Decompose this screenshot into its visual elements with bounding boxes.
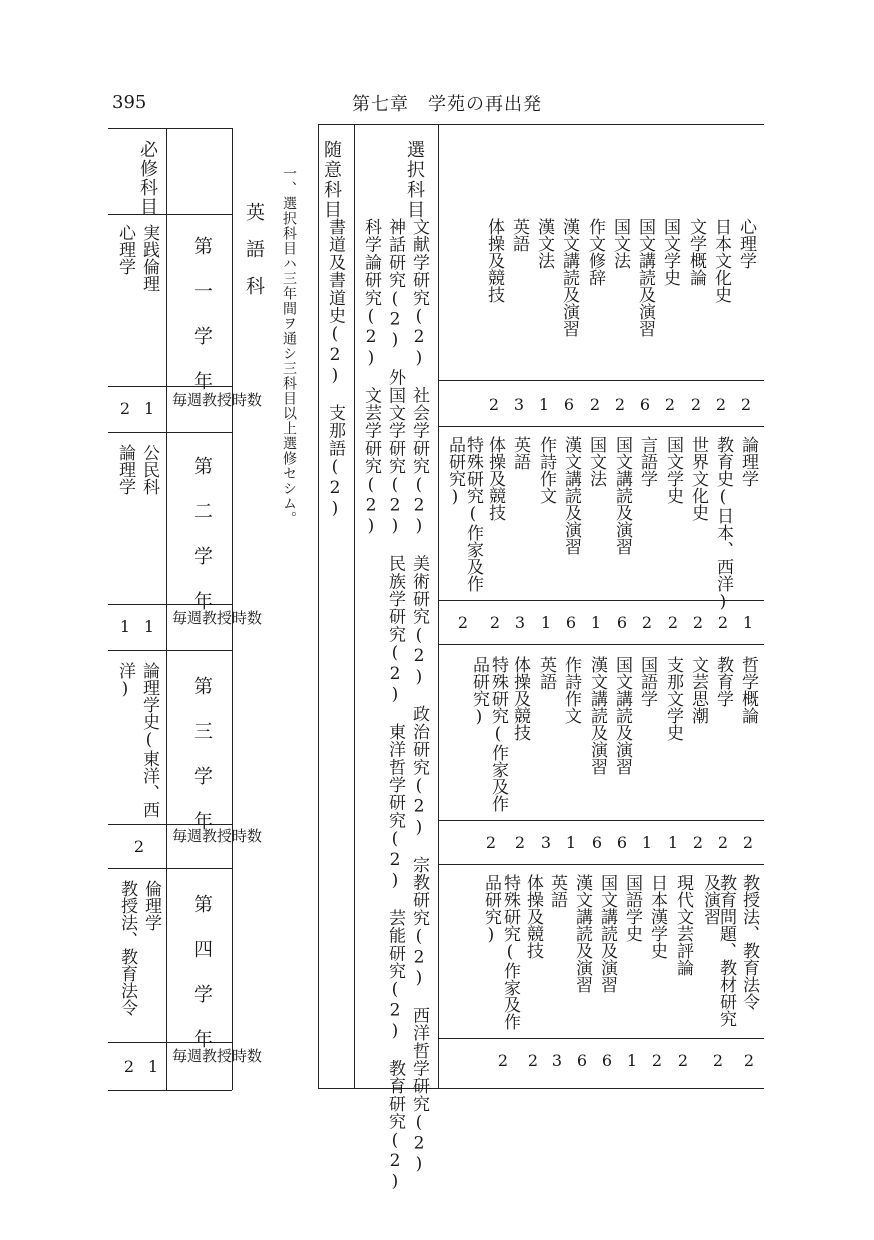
elective-label: 選択科目 bbox=[404, 140, 425, 220]
year4-subject: 特殊研究(作家及作 bbox=[500, 874, 520, 1030]
year2-subject: 漢文講読及演習 bbox=[561, 436, 581, 555]
year2-hour: 2 bbox=[641, 613, 653, 632]
elective-line: 文献学研究(2) 社会学研究(2) 美術研究(2) 政治研究(2) 宗教研究(2) 西洋哲学研究(2) bbox=[409, 218, 429, 1175]
y2-rule-b bbox=[108, 650, 232, 651]
year2-subject: 教育史(日本、西洋) bbox=[713, 436, 733, 612]
year3-hour: 2 bbox=[514, 833, 526, 852]
year1-hours-bottom bbox=[438, 426, 764, 427]
year4-hour: 3 bbox=[551, 1051, 563, 1070]
elective-line: 神話研究(2) 外国文学研究(2) 民族学研究(2) 東洋哲学研究(2) 芸能研究(2) 教育研究(2) bbox=[385, 218, 405, 1193]
left-y2-hour: 1 bbox=[143, 617, 155, 636]
year2-hour: 3 bbox=[514, 613, 526, 632]
year2-subject: 世界文化史 bbox=[688, 436, 708, 521]
y3-rule-a bbox=[108, 824, 232, 825]
year2-subject: 国文法 bbox=[586, 436, 606, 487]
department-title: 英語科 bbox=[243, 202, 265, 313]
year4-hour: 2 bbox=[677, 1051, 689, 1070]
left-y4-subject: 倫理学 bbox=[141, 880, 161, 931]
optional-divider bbox=[354, 124, 355, 1088]
year4-hour: 2 bbox=[712, 1051, 724, 1070]
left-y1-subject: 実践倫理 bbox=[139, 224, 159, 292]
year3-hour: 6 bbox=[616, 833, 628, 852]
year3-hours-top bbox=[438, 820, 764, 821]
year1-subject: 国文講読及演習 bbox=[635, 218, 655, 337]
year1-subject: 国文学史 bbox=[660, 218, 680, 286]
year1-hour: 2 bbox=[664, 395, 676, 414]
year2-hour: 1 bbox=[742, 613, 754, 632]
year2-subject: 英語 bbox=[510, 436, 530, 470]
year2-subject: 国文講読及演習 bbox=[612, 436, 632, 555]
year3-hour: 6 bbox=[591, 833, 603, 852]
table-top-rule bbox=[318, 124, 764, 125]
year4-subject: 現代文芸評論 bbox=[673, 874, 693, 976]
left-y2-hour: 1 bbox=[119, 617, 131, 636]
left-y3-subject: 論理学史(東洋、西 bbox=[139, 662, 159, 818]
left-y3-subject: 洋) bbox=[115, 662, 135, 699]
year1-hour: 6 bbox=[639, 395, 651, 414]
year3-hour: 2 bbox=[485, 833, 497, 852]
year3-subject: 作詩作文 bbox=[561, 656, 581, 724]
year4-hour: 6 bbox=[576, 1051, 588, 1070]
left-y4-hour: 1 bbox=[147, 1057, 159, 1076]
year3-hour: 3 bbox=[540, 833, 552, 852]
weekly-hours-header: 毎週教授時数 bbox=[172, 391, 263, 409]
left-y4-subject: 教授法、教育法令 bbox=[117, 880, 137, 1016]
year4-subject: 国文講読及演習 bbox=[597, 874, 617, 993]
year3-hour: 2 bbox=[717, 833, 729, 852]
year4-subject: 日本漢学史 bbox=[647, 874, 667, 959]
year4-hour: 2 bbox=[527, 1051, 539, 1070]
left-y1-hour: 1 bbox=[143, 399, 155, 418]
year1-hour: 2 bbox=[614, 395, 626, 414]
left-y2-subject: 公民科 bbox=[139, 444, 159, 495]
year3-hour: 2 bbox=[692, 833, 704, 852]
year2-subject: 言語学 bbox=[637, 436, 657, 487]
year4-subject: 体操及競技 bbox=[523, 874, 543, 959]
weekly-hours-header: 毎週教授時数 bbox=[172, 609, 263, 627]
left-table-bottom-rule bbox=[108, 1090, 232, 1091]
year3-subject: 哲学概論 bbox=[738, 656, 758, 724]
year4-subject: 品研究) bbox=[481, 874, 501, 945]
elective-line: 科学論研究(2) 文芸学研究(2) bbox=[361, 218, 381, 537]
weekly-hours-header: 毎週教授時数 bbox=[172, 827, 263, 845]
year2-hour: 2 bbox=[457, 613, 469, 632]
year2-hour: 1 bbox=[590, 613, 602, 632]
year3-subject: 国語学 bbox=[637, 656, 657, 707]
year4-subject: 国語学史 bbox=[622, 874, 642, 942]
year1-hour: 1 bbox=[538, 395, 550, 414]
left-y2-subject: 論理学 bbox=[115, 444, 135, 495]
year2-hour: 2 bbox=[692, 613, 704, 632]
year1-hour: 2 bbox=[589, 395, 601, 414]
year2-hour: 2 bbox=[717, 613, 729, 632]
weekly-hours-header: 毎週教授時数 bbox=[172, 1047, 263, 1065]
year3-subject: 文芸思潮 bbox=[688, 656, 708, 724]
page-number: 395 bbox=[112, 92, 147, 113]
y3-rule-b bbox=[108, 868, 232, 869]
year1-hour: 2 bbox=[715, 395, 727, 414]
year3-hour: 2 bbox=[742, 833, 754, 852]
left-y1-hour: 2 bbox=[119, 399, 131, 418]
year3-subject: 漢文講読及演習 bbox=[587, 656, 607, 775]
year1-hour: 6 bbox=[563, 395, 575, 414]
year2-subject: 国文学史 bbox=[663, 436, 683, 504]
year2-hours-bottom bbox=[438, 644, 764, 645]
year2-hour: 2 bbox=[667, 613, 679, 632]
year1-subject: 漢文法 bbox=[534, 218, 554, 269]
year3-hours-bottom bbox=[438, 864, 764, 865]
year4-subject: 教育問題、教材研究 bbox=[716, 874, 736, 1027]
year1-subject: 文学概論 bbox=[686, 218, 706, 286]
year3-subject: 英語 bbox=[536, 656, 556, 690]
chapter-title: 第七章 学苑の再出発 bbox=[352, 94, 542, 115]
left-y1-subject: 心理学 bbox=[115, 224, 135, 275]
year-label: 第二学年 bbox=[191, 456, 213, 636]
left-y4-hour: 2 bbox=[123, 1057, 135, 1076]
year3-hour: 1 bbox=[641, 833, 653, 852]
year1-hour: 3 bbox=[513, 395, 525, 414]
year1-subject: 国文法 bbox=[610, 218, 630, 269]
year3-subject: 品研究) bbox=[469, 656, 489, 727]
year1-subject: 心理学 bbox=[736, 218, 756, 269]
year2-hour: 1 bbox=[540, 613, 552, 632]
year3-subject: 体操及競技 bbox=[510, 656, 530, 741]
year4-subject: 英語 bbox=[547, 874, 567, 908]
year2-hour: 2 bbox=[489, 613, 501, 632]
year4-subject: 及演習 bbox=[700, 874, 720, 925]
year4-hour: 2 bbox=[651, 1051, 663, 1070]
year4-subject: 教授法、教育法令 bbox=[739, 874, 759, 1010]
year4-hour: 6 bbox=[601, 1051, 613, 1070]
optional-subjects: 書道及書道史(2) 支那語(2) bbox=[325, 218, 345, 520]
y2-rule-a bbox=[108, 604, 232, 605]
required-subjects-header: 必修科目 bbox=[137, 140, 158, 216]
left-y3-hour: 2 bbox=[133, 837, 145, 856]
year2-subject: 特殊研究(作家及作 bbox=[463, 436, 483, 592]
year3-hour: 1 bbox=[667, 833, 679, 852]
year1-hour: 2 bbox=[488, 395, 500, 414]
year2-hour: 6 bbox=[565, 613, 577, 632]
year4-hour: 1 bbox=[626, 1051, 638, 1070]
year4-subject: 漢文講読及演習 bbox=[572, 874, 592, 993]
year1-subject: 日本文化史 bbox=[711, 218, 731, 303]
optional-label: 随意科目 bbox=[321, 140, 342, 220]
year1-subject: 体操及競技 bbox=[484, 218, 504, 303]
year1-subject: 英語 bbox=[509, 218, 529, 252]
year1-subject: 作文修辞 bbox=[585, 218, 605, 286]
header-rule bbox=[108, 214, 232, 215]
year1-hours-top bbox=[438, 380, 764, 381]
year1-hour: 2 bbox=[740, 395, 752, 414]
year-label: 第一学年 bbox=[191, 236, 213, 416]
y1-rule-b bbox=[108, 432, 232, 433]
note: 一、選択科目ハ三年間ヲ通シ三科目以上選修セシム。 bbox=[281, 166, 297, 526]
year4-hours-top bbox=[438, 1038, 764, 1039]
table-left-rule bbox=[318, 124, 319, 1088]
year3-subject: 特殊研究(作家及作 bbox=[488, 656, 508, 812]
year-label: 第三学年 bbox=[191, 676, 213, 856]
year3-subject: 教育学 bbox=[713, 656, 733, 707]
year2-subject: 品研究) bbox=[445, 436, 465, 507]
year4-hour: 2 bbox=[497, 1051, 509, 1070]
year1-subject: 漢文講読及演習 bbox=[559, 218, 579, 337]
year3-subject: 支那文学史 bbox=[663, 656, 683, 741]
year3-hour: 1 bbox=[565, 833, 577, 852]
y4-rule-a bbox=[108, 1042, 232, 1043]
y1-rule-a bbox=[108, 386, 232, 387]
left-table-inner-rule bbox=[166, 128, 167, 1090]
year4-hour: 2 bbox=[743, 1051, 755, 1070]
year3-subject: 国文講読及演習 bbox=[612, 656, 632, 775]
year2-subject: 作詩作文 bbox=[536, 436, 556, 504]
year-label: 第四学年 bbox=[191, 894, 213, 1074]
elective-divider bbox=[438, 124, 439, 1088]
year2-subject: 論理学 bbox=[738, 436, 758, 487]
year1-hour: 2 bbox=[690, 395, 702, 414]
left-table-top-rule bbox=[108, 128, 232, 129]
year2-subject: 体操及競技 bbox=[485, 436, 505, 521]
year2-hour: 6 bbox=[616, 613, 628, 632]
